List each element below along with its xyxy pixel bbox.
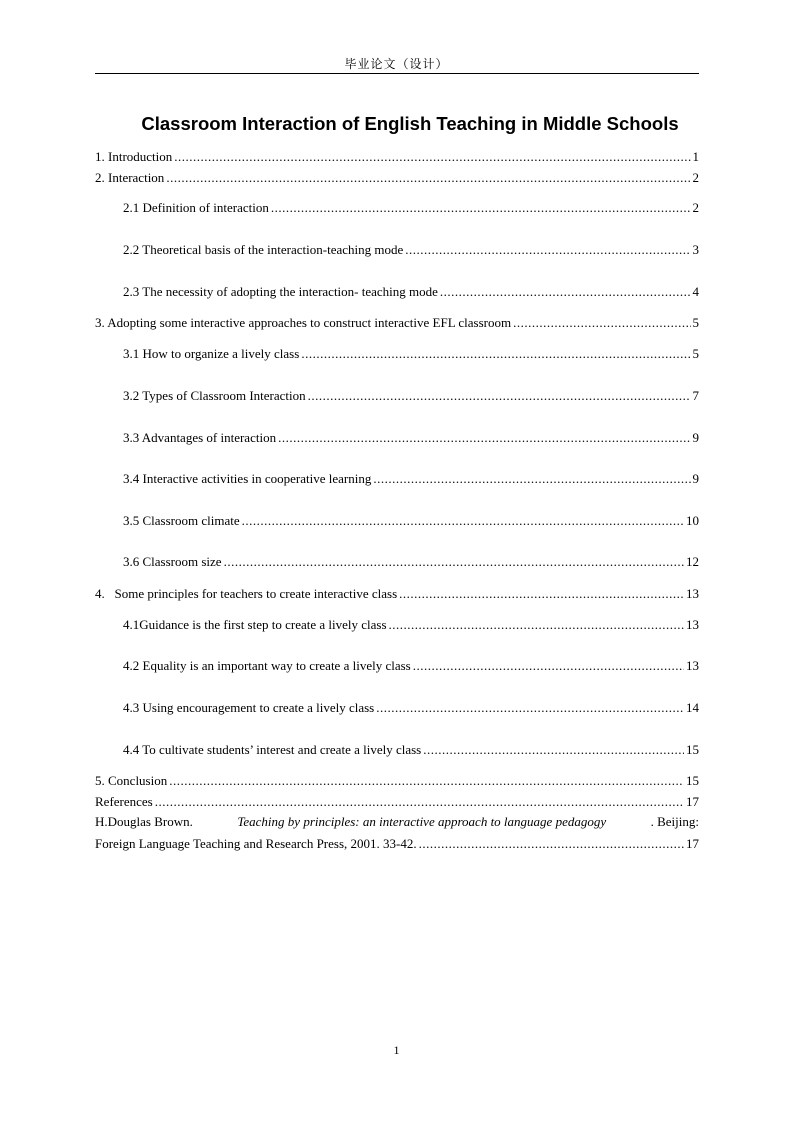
toc-entry-page: 3 — [692, 242, 699, 257]
toc-entry-page: 17 — [686, 794, 699, 809]
toc-leader-dots — [405, 241, 690, 259]
toc-entry-title: 4.3 Using encouragement to create a lively class — [123, 700, 375, 715]
toc-entry-page: 15 — [686, 773, 699, 788]
toc-entry[interactable] — [95, 585, 699, 603]
toc-entry-title: References — [95, 794, 153, 809]
toc-leader-dots — [440, 283, 691, 301]
toc-leader-dots — [513, 314, 690, 332]
reference-line-2 — [95, 833, 699, 855]
toc-entry-page: 13 — [686, 586, 699, 601]
toc-leader-dots — [423, 741, 684, 759]
reference-author: H.Douglas Brown. — [95, 814, 193, 829]
toc-entry[interactable] — [123, 345, 699, 363]
toc-leader-dots — [166, 169, 690, 187]
toc-entry-page: 12 — [686, 554, 699, 569]
reference-entry — [95, 811, 699, 855]
reference-line-1 — [95, 811, 699, 833]
toc-entry-title: 3.3 Advantages of interaction — [123, 430, 277, 445]
toc-entry-page: 2 — [692, 170, 699, 185]
toc-entry-title: 3.2 Types of Classroom Interaction — [123, 388, 306, 403]
toc-entry[interactable] — [123, 741, 699, 759]
toc-leader-dots — [271, 199, 691, 217]
toc-entry[interactable] — [95, 314, 699, 332]
toc-leader-dots — [419, 833, 684, 855]
reference-publisher: Foreign Language Teaching and Research Press, 2001. 33-42. — [95, 836, 417, 851]
toc-entry-title: 4.2 Equality is an important way to create a lively class — [123, 658, 411, 673]
toc-leader-dots — [376, 699, 684, 717]
toc-entry[interactable] — [123, 699, 699, 717]
toc-entry-title: 1. Introduction — [95, 149, 173, 164]
toc-entry-title: 3.5 Classroom climate — [123, 513, 240, 528]
toc-entry-page: 9 — [692, 430, 699, 445]
toc-entry[interactable] — [95, 169, 699, 187]
toc-entry-page: 7 — [692, 388, 699, 403]
toc-entry-title: 5. Conclusion — [95, 773, 168, 788]
toc-entry[interactable] — [123, 199, 699, 217]
header-rule — [95, 73, 699, 74]
toc-entry[interactable] — [95, 148, 699, 166]
toc-entry-title: 3.4 Interactive activities in cooperative learning — [123, 471, 372, 486]
reference-page: 17 — [686, 836, 699, 851]
toc-entry-page: 9 — [692, 471, 699, 486]
toc-entry-title: 2. Interaction — [95, 170, 165, 185]
toc-leader-dots — [308, 387, 691, 405]
toc-leader-dots — [242, 512, 684, 530]
toc-entry-title: 3.6 Classroom size — [123, 554, 222, 569]
toc-entry[interactable] — [123, 553, 699, 571]
toc-entry-page: 13 — [686, 658, 699, 673]
toc-entry-page: 14 — [686, 700, 699, 715]
toc-entry-title: 3. Adopting some interactive approaches to construct interactive EFL classroom — [95, 315, 512, 330]
toc-leader-dots — [278, 429, 690, 447]
toc-entry-title: 4.1Guidance is the first step to create a lively class — [123, 617, 387, 632]
toc-entry-title: 2.3 The necessity of adopting the interaction- teaching mode — [123, 284, 438, 299]
toc-entry-page: 10 — [686, 513, 699, 528]
toc-entry-page: 13 — [686, 617, 699, 632]
reference-place: . Beijing: — [650, 814, 699, 829]
toc-entry-title: 2.1 Definition of interaction — [123, 200, 269, 215]
toc-entry-page: 15 — [686, 742, 699, 757]
toc-entry-page: 2 — [692, 200, 699, 215]
toc-leader-dots — [224, 553, 684, 571]
toc-entry-title: 4. Some principles for teachers to create interactive class — [95, 586, 398, 601]
toc-entry[interactable] — [95, 772, 699, 790]
document-title: Classroom Interaction of English Teaching in Middle Schools — [141, 113, 679, 134]
toc-leader-dots — [389, 616, 684, 634]
toc-leader-dots — [155, 793, 684, 811]
toc-entry-title: 4.4 To cultivate students’ interest and create a lively class — [123, 742, 422, 757]
toc-entry-page: 5 — [692, 315, 699, 330]
toc-leader-dots — [413, 657, 684, 675]
page-header: 毕业论文（设计） — [344, 57, 449, 71]
toc-leader-dots — [174, 148, 690, 166]
toc-leader-dots — [373, 470, 690, 488]
page-number: 1 — [393, 1043, 400, 1057]
toc-entry-page: 1 — [692, 149, 699, 164]
toc-entry-title: 3.1 How to organize a lively class — [123, 346, 300, 361]
reference-book-title: Teaching by principles: an interactive approach to language pedagogy — [237, 814, 607, 829]
toc-entry[interactable] — [123, 283, 699, 301]
toc-entry[interactable] — [95, 793, 699, 811]
toc-entry[interactable] — [123, 470, 699, 488]
toc-entry[interactable] — [123, 512, 699, 530]
toc-entry[interactable] — [123, 657, 699, 675]
toc-entry[interactable] — [123, 387, 699, 405]
toc-entry[interactable] — [123, 429, 699, 447]
toc-leader-dots — [399, 585, 684, 603]
toc-entry-page: 5 — [692, 346, 699, 361]
toc-leader-dots — [169, 772, 684, 790]
toc-entry[interactable] — [123, 241, 699, 259]
toc-entry-page: 4 — [692, 284, 699, 299]
toc-leader-dots — [301, 345, 690, 363]
toc-entry[interactable] — [123, 616, 699, 634]
toc-entry-title: 2.2 Theoretical basis of the interaction-teaching mode — [123, 242, 404, 257]
